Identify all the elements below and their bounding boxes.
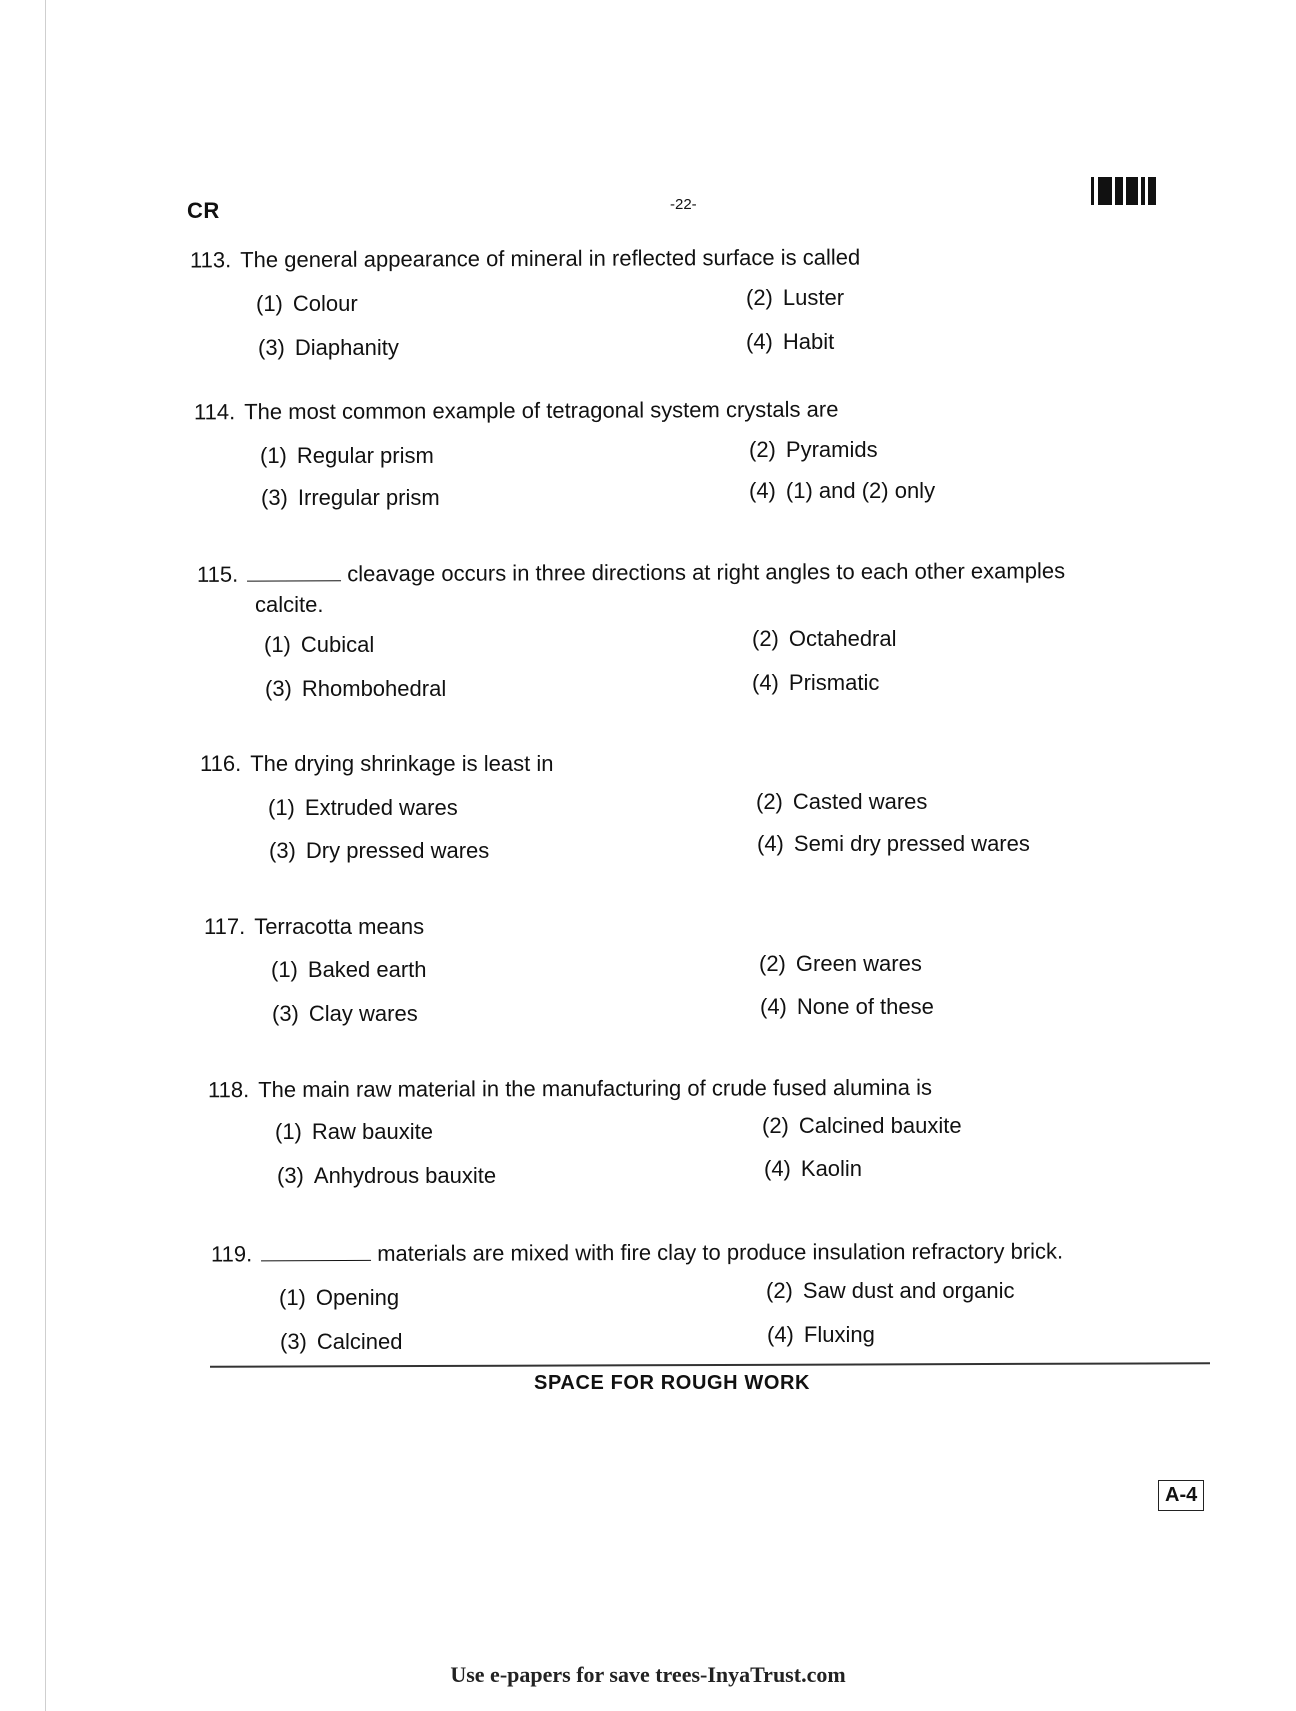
question-text: materials are mixed with fire clay to produce insulation refractory brick. xyxy=(377,1238,1064,1266)
question-stem xyxy=(194,394,839,428)
question-stem xyxy=(211,1236,1063,1270)
option-1[interactable]: (1) Baked earth xyxy=(271,957,427,982)
option-3[interactable]: (3) Irregular prism xyxy=(261,485,440,510)
page-margin-line xyxy=(45,0,46,1711)
rough-work-label: SPACE FOR ROUGH WORK xyxy=(534,1372,811,1394)
question-stem xyxy=(208,1072,932,1106)
question-text: The most common example of tetragonal system crystals are xyxy=(244,396,839,425)
series-code-box: A-4 xyxy=(1158,1480,1204,1511)
option-3[interactable]: (3) Calcined xyxy=(280,1329,403,1354)
question-number: 118. xyxy=(207,1077,250,1103)
option-3[interactable]: (3) Dry pressed wares xyxy=(269,838,490,863)
option-1[interactable]: (1) Colour xyxy=(256,291,358,316)
option-3[interactable]: (3) Clay wares xyxy=(272,1001,418,1026)
question-stem xyxy=(190,242,860,276)
option-3[interactable]: (3) Rhombohedral xyxy=(265,676,447,701)
question-text: Terracotta means xyxy=(254,914,425,939)
footer-text: Use e-papers for save trees-InyaTrust.com xyxy=(450,1662,846,1687)
option-4[interactable]: (4) Kaolin xyxy=(764,1156,863,1181)
option-4[interactable]: (4) Semi dry pressed wares xyxy=(757,831,1030,856)
question-text: The drying shrinkage is least in xyxy=(250,751,554,776)
question-text: The main raw material in the manufacturing of crude fused alumina is xyxy=(258,1074,933,1103)
option-4[interactable]: (4) Fluxing xyxy=(767,1322,875,1347)
question-number: 119. xyxy=(210,1241,253,1267)
option-1[interactable]: (1) Cubical xyxy=(264,632,375,657)
question-stem xyxy=(197,555,1065,590)
question-number: 113. xyxy=(189,247,232,273)
option-4[interactable]: (4) (1) and (2) only xyxy=(749,478,936,503)
option-1[interactable]: (1) Extruded wares xyxy=(268,795,458,820)
option-1[interactable]: (1) Opening xyxy=(279,1285,400,1310)
option-4[interactable]: (4) Prismatic xyxy=(752,670,880,695)
option-3[interactable]: (3) Diaphanity xyxy=(258,335,399,360)
option-2[interactable]: (2) Saw dust and organic xyxy=(766,1278,1015,1303)
option-1[interactable]: (1) Raw bauxite xyxy=(275,1119,433,1144)
question-number: 115. xyxy=(196,561,239,587)
option-4[interactable]: (4) None of these xyxy=(760,994,934,1019)
option-2[interactable]: (2) Pyramids xyxy=(749,437,878,462)
option-4[interactable]: (4) Habit xyxy=(746,329,835,354)
barcode-mark xyxy=(1091,177,1156,205)
question-text: cleavage occurs in three directions at right angles to each other examples xyxy=(347,558,1066,587)
divider-line xyxy=(210,1362,1210,1367)
question-stem xyxy=(200,748,553,779)
page-number: -22- xyxy=(670,196,697,213)
question-text: The general appearance of mineral in reflected surface is called xyxy=(240,244,861,273)
option-2[interactable]: (2) Casted wares xyxy=(756,789,928,814)
question-number: 117. xyxy=(204,914,246,939)
option-1[interactable]: (1) Regular prism xyxy=(260,443,434,468)
question-stem-continued: calcite. xyxy=(255,592,324,617)
question-number: 114. xyxy=(193,399,236,425)
option-2[interactable]: (2) Green wares xyxy=(759,951,922,976)
option-2[interactable]: (2) Calcined bauxite xyxy=(762,1113,962,1138)
subject-code: CR xyxy=(187,198,220,223)
answer-blank xyxy=(247,562,341,581)
option-3[interactable]: (3) Anhydrous bauxite xyxy=(277,1163,497,1188)
answer-blank xyxy=(261,1242,371,1261)
option-2[interactable]: (2) Octahedral xyxy=(752,626,897,651)
option-2[interactable]: (2) Luster xyxy=(746,285,845,310)
question-number: 116. xyxy=(200,751,242,776)
question-stem xyxy=(204,911,424,942)
